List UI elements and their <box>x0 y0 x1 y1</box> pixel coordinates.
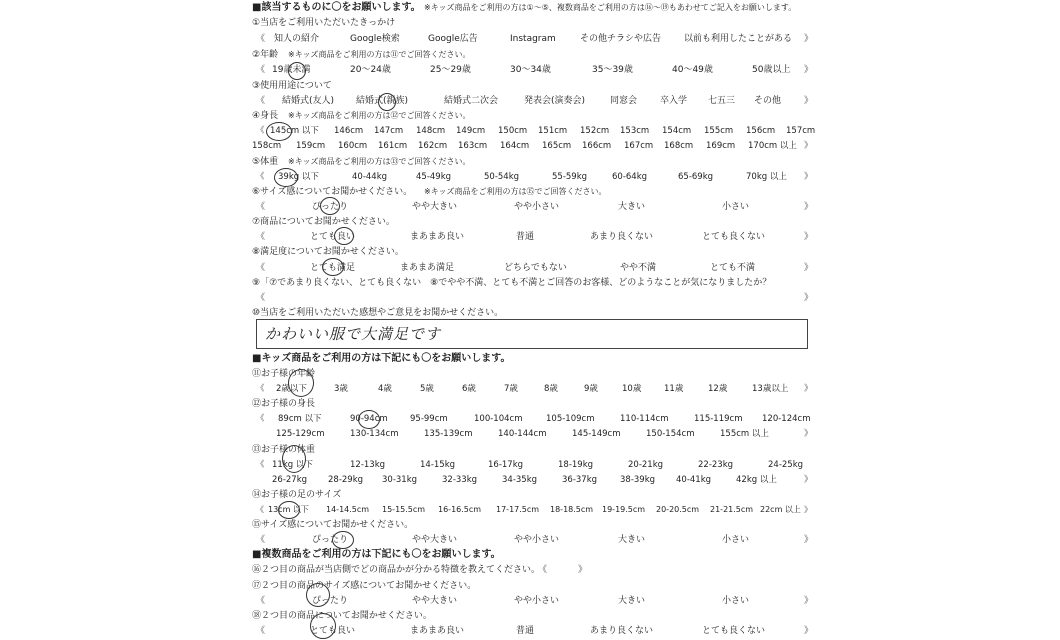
question-text: ※キッズ商品をご利用の方は①〜⑤、複数商品をご利用の方は⑯〜⑲もあわせてご記入をお願いします。 <box>424 3 797 12</box>
option-label: ぴったり <box>312 202 349 212</box>
option-label: 110-114cm <box>620 414 669 424</box>
option-label: 7歳 <box>504 384 518 394</box>
comment-box <box>256 319 808 349</box>
option-label: 150cm <box>498 126 528 136</box>
option-label: とても不満 <box>710 263 756 273</box>
option-label: 42kg 以上 <box>736 475 777 485</box>
option-label: 95-99cm <box>410 414 448 424</box>
bracket-mark: 《 <box>256 232 266 242</box>
option-label: 32-33kg <box>442 475 478 485</box>
option-label: まあまあ満足 <box>400 263 455 273</box>
option-label: とても良くない <box>702 626 766 636</box>
bracket-mark: 《 <box>256 414 265 424</box>
option-label: 155cm 以上 <box>720 429 769 439</box>
option-label: 12-13kg <box>350 460 386 470</box>
option-label: 65-69kg <box>678 172 714 182</box>
bracket-mark: 》 <box>804 384 813 394</box>
option-label: やや不満 <box>620 263 657 273</box>
bracket-mark: 《 <box>256 263 266 273</box>
bracket-mark: 《 <box>256 535 266 545</box>
answer-circle-mark <box>310 613 336 639</box>
option-label: 145cm 以下 <box>270 126 319 136</box>
option-label: 135-139cm <box>424 429 473 439</box>
bracket-mark: 》 <box>804 293 814 303</box>
question-text: ■キッズ商品をご利用の方は下記にも〇をお願いします。 <box>252 353 511 364</box>
question-text: ①当店をご利用いただいたきっかけ <box>252 18 396 28</box>
answer-circle-mark <box>288 62 306 80</box>
option-label: 20-21kg <box>628 460 664 470</box>
option-label: 知人の紹介 <box>274 34 320 44</box>
answer-circle-mark <box>278 501 300 519</box>
option-label: 39kg 以下 <box>278 172 319 182</box>
question-text: ⑱２つ目の商品についてお聞かせください。 <box>252 611 432 621</box>
bracket-mark: 》 <box>804 535 814 545</box>
option-label: 50歳以上 <box>752 65 791 75</box>
option-label: 11kg 以下 <box>272 460 313 470</box>
bracket-mark: 《 <box>256 126 265 136</box>
bracket-mark: 》 <box>804 96 814 106</box>
option-label: 26-27kg <box>272 475 308 485</box>
option-label: 9歳 <box>584 384 598 394</box>
option-label: 130-134cm <box>350 429 399 439</box>
question-text: ⑤体重 <box>252 157 279 167</box>
bracket-mark: 《 <box>256 96 266 106</box>
option-label: 小さい <box>722 535 750 545</box>
option-label: 小さい <box>722 202 750 212</box>
answer-circle-mark <box>306 583 330 607</box>
option-label: やや大きい <box>412 535 458 545</box>
bracket-mark: 《 <box>256 626 266 636</box>
question-text: ※キッズ商品をご利用の方は⑪でご回答ください。 <box>288 50 471 59</box>
option-label: 140-144cm <box>498 429 547 439</box>
option-label: 小さい <box>722 596 750 606</box>
option-label: 170cm 以上 <box>748 141 797 151</box>
bracket-mark: 》 <box>804 596 814 606</box>
option-label: Google検索 <box>350 34 400 44</box>
option-label: 90-94cm <box>350 414 388 424</box>
answer-circle-mark <box>358 410 380 429</box>
option-label: 161cm <box>378 141 408 151</box>
option-label: 38-39kg <box>620 475 656 485</box>
option-label: 36-37kg <box>562 475 598 485</box>
question-text: ■複数商品をご利用の方は下記にも〇をお願いします。 <box>252 549 501 560</box>
option-label: まあまあ良い <box>410 232 465 242</box>
question-text: ⑯２つ目の商品が当店側でどの商品かが分かる特徴を教えてください。 <box>252 565 541 575</box>
bracket-mark: 《 <box>256 202 266 212</box>
option-label: 普通 <box>516 626 535 636</box>
option-label: 28-29kg <box>328 475 364 485</box>
option-label: 19-19.5cm <box>602 505 646 514</box>
answer-circle-mark <box>282 445 306 473</box>
bracket-mark: 》 <box>804 475 813 485</box>
bracket-mark: 》 <box>804 202 814 212</box>
bracket-mark: 《 <box>256 293 266 303</box>
option-label: 162cm <box>418 141 448 151</box>
option-label: 普通 <box>516 232 535 242</box>
option-label: 以前も利用したことがある <box>684 34 793 44</box>
bracket-mark: 《 <box>538 565 548 575</box>
option-label: 16-17kg <box>488 460 524 470</box>
option-label: ぴったり <box>312 535 349 545</box>
answer-circle-mark <box>322 258 344 276</box>
question-text: ⑰２つ目の商品のサイズ感についてお聞かせください。 <box>252 581 477 591</box>
option-label: 2歳以下 <box>276 384 307 394</box>
answer-circle-mark <box>320 197 340 215</box>
option-label: 25〜29歳 <box>430 65 471 75</box>
option-label: 147cm <box>374 126 404 136</box>
option-label: 3歳 <box>334 384 348 394</box>
option-label: 55-59kg <box>552 172 588 182</box>
option-label: 151cm <box>538 126 568 136</box>
option-label: 七五三 <box>708 96 736 106</box>
option-label: とても良くない <box>702 232 766 242</box>
answer-circle-mark <box>274 168 298 187</box>
bracket-mark: 《 <box>256 65 266 75</box>
option-label: 40〜49歳 <box>672 65 713 75</box>
option-label: 156cm <box>746 126 776 136</box>
question-text: ※キッズ商品をご利用の方は⑮でご回答ください。 <box>424 187 607 196</box>
option-label: 60-64kg <box>612 172 648 182</box>
option-label: 167cm <box>624 141 654 151</box>
question-text: ⑩当店をご利用いただいた感想やご意見をお聞かせください。 <box>252 308 504 318</box>
option-label: どちらでもない <box>504 263 567 273</box>
bracket-mark: 》 <box>804 263 814 273</box>
option-label: 30〜34歳 <box>510 65 551 75</box>
option-label: 18-18.5cm <box>550 505 594 514</box>
option-label: 149cm <box>456 126 486 136</box>
answer-circle-mark <box>332 531 354 549</box>
option-label: 148cm <box>416 126 446 136</box>
option-label: 120-124cm <box>762 414 811 424</box>
option-label: 22cm 以上 <box>760 505 801 514</box>
bracket-mark: 》 <box>804 65 814 75</box>
option-label: 卒入学 <box>660 96 688 106</box>
option-label: 6歳 <box>462 384 476 394</box>
option-label: とても満足 <box>310 263 356 273</box>
option-label: 大きい <box>618 202 646 212</box>
option-label: あまり良くない <box>590 626 654 636</box>
bracket-mark: 《 <box>256 596 266 606</box>
option-label: Google広告 <box>428 34 478 44</box>
option-label: 4歳 <box>378 384 392 394</box>
survey-sheet <box>252 0 816 640</box>
option-label: 70kg 以上 <box>746 172 787 182</box>
option-label: 同窓会 <box>610 96 638 106</box>
option-label: 20-20.5cm <box>656 505 700 514</box>
question-text: ⑬お子様の体重 <box>252 445 316 455</box>
option-label: とても良い <box>310 626 356 636</box>
option-label: 14-14.5cm <box>326 505 370 514</box>
bracket-mark: 《 <box>256 172 265 182</box>
option-label: 22-23kg <box>698 460 734 470</box>
option-label: 13歳以上 <box>752 384 789 394</box>
option-label: 105-109cm <box>546 414 595 424</box>
option-label: 19歳未満 <box>272 65 311 75</box>
answer-circle-mark <box>266 122 292 141</box>
option-label: 34-35kg <box>502 475 538 485</box>
option-label: 169cm <box>706 141 736 151</box>
question-text: ⑪お子様の年齢 <box>252 369 316 379</box>
option-label: その他 <box>754 96 782 106</box>
option-label: 50-54kg <box>484 172 520 182</box>
bracket-mark: 《 <box>256 505 264 514</box>
option-label: とても良い <box>310 232 356 242</box>
question-text: ■該当するものに〇をお願いします。 <box>252 2 421 13</box>
option-label: 21-21.5cm <box>710 505 754 514</box>
option-label: 13cm 以下 <box>268 505 309 514</box>
question-text: ⑨「⑦であまり良くない、とても良くない ⑧でやや不満、とても不満とご回答のお客様、どのようなことが気になりましたか？ <box>252 278 772 288</box>
option-label: 結婚式(友人) <box>282 96 335 106</box>
option-label: 155cm <box>704 126 734 136</box>
bracket-mark: 《 <box>256 460 265 470</box>
bracket-mark: 》 <box>804 626 814 636</box>
question-text: ②年齢 <box>252 50 279 60</box>
option-label: 160cm <box>338 141 368 151</box>
bracket-mark: 《 <box>256 384 265 394</box>
option-label: やや大きい <box>412 202 458 212</box>
bracket-mark: 》 <box>804 141 813 151</box>
option-label: 168cm <box>664 141 694 151</box>
question-text: ※キッズ商品をご利用の方は⑬でご回答ください。 <box>288 157 471 166</box>
question-text: ④身長 <box>252 111 279 121</box>
option-label: 8歳 <box>544 384 558 394</box>
option-label: 10歳 <box>622 384 642 394</box>
question-text: ※キッズ商品をご利用の方は⑫でご回答ください。 <box>288 111 471 120</box>
option-label: 35〜39歳 <box>592 65 633 75</box>
option-label: 大きい <box>618 596 646 606</box>
bracket-mark: 》 <box>804 505 812 514</box>
bracket-mark: 》 <box>804 232 814 242</box>
option-label: 発表会(演奏会) <box>524 96 586 106</box>
question-text: ⑥サイズ感についてお聞かせください。 <box>252 187 413 197</box>
question-text: ⑧満足度についてお聞かせください。 <box>252 247 404 257</box>
option-label: 166cm <box>582 141 612 151</box>
option-label: 154cm <box>662 126 692 136</box>
option-label: 164cm <box>500 141 530 151</box>
option-label: 125-129cm <box>276 429 325 439</box>
option-label: 158cm <box>252 141 282 151</box>
question-text: ③使用用途について <box>252 81 332 91</box>
option-label: 40-41kg <box>676 475 712 485</box>
option-label: 大きい <box>618 535 646 545</box>
answer-circle-mark <box>288 369 314 397</box>
handwritten-comment: かわいい服で大満足です <box>265 325 442 343</box>
option-label: Instagram <box>510 34 556 44</box>
option-label: 153cm <box>620 126 650 136</box>
option-label: 146cm <box>334 126 364 136</box>
answer-circle-mark <box>378 93 396 111</box>
bracket-mark: 》 <box>578 565 588 575</box>
option-label: 15-15.5cm <box>382 505 426 514</box>
option-label: ぴったり <box>312 596 349 606</box>
option-label: あまり良くない <box>590 232 654 242</box>
option-label: 89cm 以下 <box>278 414 322 424</box>
option-label: 152cm <box>580 126 610 136</box>
option-label: 20〜24歳 <box>350 65 391 75</box>
option-label: やや小さい <box>514 596 560 606</box>
option-label: やや小さい <box>514 202 560 212</box>
answer-circle-mark <box>334 227 354 245</box>
option-label: 150-154cm <box>646 429 695 439</box>
option-label: 11歳 <box>664 384 684 394</box>
option-label: 24-25kg <box>768 460 804 470</box>
option-label: 14-15kg <box>420 460 456 470</box>
option-label: 5歳 <box>420 384 434 394</box>
option-label: 165cm <box>542 141 572 151</box>
option-label: 30-31kg <box>382 475 418 485</box>
bracket-mark: 》 <box>804 172 813 182</box>
bracket-mark: 》 <box>804 429 813 439</box>
option-label: 17-17.5cm <box>496 505 540 514</box>
question-text: ⑦商品についてお聞かせください。 <box>252 217 395 227</box>
option-label: 100-104cm <box>474 414 523 424</box>
option-label: やや小さい <box>514 535 560 545</box>
option-label: 115-119cm <box>694 414 743 424</box>
bracket-mark: 《 <box>256 34 266 44</box>
option-label: 45-49kg <box>416 172 452 182</box>
option-label: まあまあ良い <box>410 626 465 636</box>
option-label: 結婚式(親族) <box>356 96 409 106</box>
question-text: ⑭お子様の足のサイズ <box>252 490 342 500</box>
option-label: 結婚式二次会 <box>444 96 499 106</box>
option-label: 18-19kg <box>558 460 594 470</box>
question-text: ⑮サイズ感についてお聞かせください。 <box>252 520 414 530</box>
option-label: 16-16.5cm <box>438 505 482 514</box>
option-label: 159cm <box>296 141 326 151</box>
option-label: 145-149cm <box>572 429 621 439</box>
option-label: 12歳 <box>708 384 728 394</box>
option-label: 157cm <box>786 126 816 136</box>
option-label: その他チラシや広告 <box>580 34 662 44</box>
bracket-mark: 》 <box>804 34 814 44</box>
option-label: 163cm <box>458 141 488 151</box>
question-text: ⑫お子様の身長 <box>252 399 316 409</box>
option-label: 40-44kg <box>352 172 388 182</box>
option-label: やや大きい <box>412 596 458 606</box>
